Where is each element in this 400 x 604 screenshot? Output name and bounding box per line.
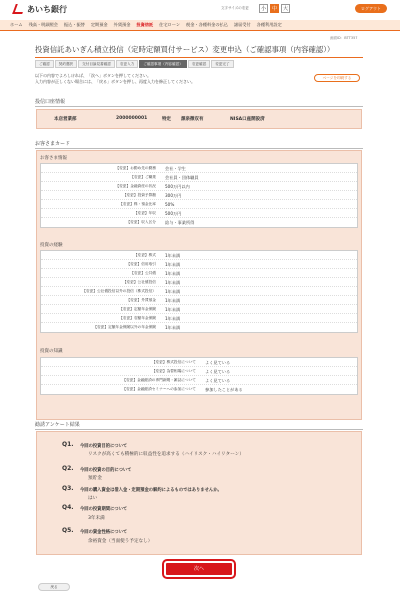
section-divider <box>35 429 363 430</box>
row-label: 【変更】ご職業 <box>130 175 156 179</box>
bank-logo[interactable] <box>14 4 67 15</box>
screen-id: 画面ID：BTT357 <box>330 36 358 40</box>
row-value: 1年未満 <box>165 325 181 330</box>
table-row <box>41 260 357 269</box>
row-label: 【変更】公社債投信 <box>122 280 156 284</box>
section-title-account: 投信口座情報 <box>35 99 66 105</box>
row-value: 1年未満 <box>165 280 181 285</box>
global-nav <box>0 20 400 31</box>
row-value: 1年未満 <box>165 307 181 312</box>
table-row <box>41 182 357 191</box>
table-row <box>41 287 357 296</box>
font-size-medium-button[interactable]: 中 <box>271 6 277 12</box>
row-value: 500万円以内 <box>165 184 190 189</box>
step-item: 契約選択 <box>55 60 77 68</box>
row-label: 【変更】投資予算額 <box>122 193 156 197</box>
nav-foreign-deposit[interactable]: 外貨預金 <box>113 22 131 27</box>
row-value: 300万円 <box>165 193 182 198</box>
table-row <box>41 218 357 227</box>
row-label: 【変更】為替相場について <box>151 369 196 373</box>
table-row <box>41 376 357 385</box>
survey-answer: はい <box>88 496 98 501</box>
table-row <box>41 209 357 218</box>
row-label: 【変更】定額年金保険以外の年金保険 <box>93 325 156 329</box>
step-item-current: ご確認事項（内容確認） <box>139 60 187 68</box>
row-label: 【変更】株式 <box>133 253 156 257</box>
section-divider <box>35 106 363 107</box>
row-label: 【変更】年収 <box>133 211 156 215</box>
knowledge-title: 投資の知識 <box>40 349 63 354</box>
font-size-large-button[interactable]: 大 <box>282 6 288 12</box>
font-size-label: 文字サイズの変更 <box>221 6 249 10</box>
logout-button[interactable]: ログアウト <box>355 4 387 13</box>
nav-balance[interactable]: 残高・明細照会 <box>28 22 58 27</box>
section-divider <box>35 148 363 149</box>
table-row <box>41 305 357 314</box>
row-value: 1年未満 <box>165 289 181 294</box>
table-row <box>41 164 357 173</box>
table-row <box>41 385 357 394</box>
row-value: 参加したことがある <box>205 387 243 392</box>
survey-question-number: Q3. <box>62 485 74 492</box>
nav-home[interactable]: ホーム <box>10 22 23 27</box>
table-row <box>41 358 357 367</box>
survey-question-number: Q1. <box>62 441 74 448</box>
table-row <box>41 173 357 182</box>
customer-info-title: お客さま情報 <box>40 156 67 161</box>
survey-question-number: Q2. <box>62 465 74 472</box>
survey-answer: リスクが高くても積極的に収益性を追求する（ハイリスク・ハイリターン） <box>88 452 244 457</box>
bank-logo-icon <box>12 4 26 14</box>
table-row <box>41 323 357 332</box>
row-label: 【変更】金融資産の状況 <box>115 184 156 188</box>
account-nisa: NISA口座開設済 <box>230 117 265 122</box>
next-button[interactable]: 次へ <box>164 561 234 577</box>
survey-answer: 預貯金 <box>88 476 102 481</box>
table-row <box>41 191 357 200</box>
print-page-button[interactable]: ページを印刷する <box>314 74 360 82</box>
row-label: 【変更】収入区分 <box>126 220 156 224</box>
survey-answer: 余裕資金（当面使う予定なし） <box>88 539 153 544</box>
font-size-small-button[interactable]: 小 <box>260 6 266 12</box>
row-value: よく見ている <box>205 378 231 383</box>
experience-table <box>40 250 358 333</box>
account-tax: 源泉徴収有 <box>181 117 204 122</box>
table-row <box>41 314 357 323</box>
step-item: 変更確認 <box>188 60 210 68</box>
survey-question-number: Q5. <box>62 527 74 534</box>
step-item: 変更入力 <box>116 60 138 68</box>
row-label: 【変更】金融経済の専門新聞・雑誌について <box>122 378 196 382</box>
experience-title: 投資の経験 <box>40 243 63 248</box>
row-value: 1年未満 <box>165 316 181 321</box>
nav-time-deposit[interactable]: 定期預金 <box>90 22 108 27</box>
table-row <box>41 269 357 278</box>
survey-question-number: Q4. <box>62 504 74 511</box>
row-value: 会社・学生 <box>165 166 186 171</box>
row-value: 給与・事業所得 <box>165 220 195 225</box>
header <box>0 0 400 20</box>
row-label: 【変更】定額年金保険 <box>119 307 156 311</box>
survey-question: 今回の投資目的について <box>80 444 128 449</box>
survey-question: 今回の購入資金は借入金・定期預金の解約によるものではありませんか。 <box>80 488 222 493</box>
page-title: 投資信託あいぎん積立投信（定時定額買付サービス）変更申込（ご確認事項（内容確認）） <box>35 45 335 54</box>
row-value: よく見ている <box>205 369 231 374</box>
account-number: 2000000001 <box>116 116 148 121</box>
row-value: 1年未満 <box>165 253 181 258</box>
table-row <box>41 278 357 287</box>
row-value: 1年未満 <box>165 298 181 303</box>
step-item: ご確認 <box>35 60 54 68</box>
row-label: 【変更】公共債 <box>130 271 156 275</box>
nav-mortgage[interactable]: 住宅ローン <box>159 22 181 27</box>
customer-info-table <box>40 163 358 228</box>
nav-notifications[interactable]: 諸届受付 <box>233 22 251 27</box>
row-label: 【変更】株・預金比率 <box>119 202 156 206</box>
row-label: 【変更】外貨預金 <box>126 298 156 302</box>
survey-box <box>36 431 362 555</box>
table-row <box>41 296 357 305</box>
bank-name: あいち銀行 <box>27 5 67 14</box>
instruction-text: 以下の内容でよろしければ、「次へ」ボタンを押してください。 <box>35 73 151 78</box>
table-row <box>41 367 357 376</box>
row-value: 1年未満 <box>165 262 181 267</box>
step-indicator <box>35 60 235 68</box>
title-divider <box>35 57 363 58</box>
step-item: 交付目論見書確認 <box>78 60 115 68</box>
row-value: 1年未満 <box>165 271 181 276</box>
section-title-customer-card: お客さまカード <box>35 141 71 147</box>
table-row <box>41 251 357 260</box>
knowledge-table <box>40 357 358 395</box>
nav-investment-trust[interactable]: 投資信託 <box>136 22 154 27</box>
survey-answer: 3年未満 <box>88 516 105 521</box>
account-type: 特定 <box>162 117 171 122</box>
nav-tax-payment[interactable]: 税金・各種料金の払込 <box>186 22 228 27</box>
row-value: 500万円 <box>165 211 182 216</box>
row-value: 50% <box>165 202 175 207</box>
nav-settings[interactable]: 各種利用設定 <box>256 22 282 27</box>
survey-question: 今回の投資期間について <box>80 507 128 512</box>
instruction-text: 入力内容が正しくない場合には、「戻る」ボタンを押し、再度入力を修正してください。 <box>35 79 195 84</box>
row-value: よく見ている <box>205 360 231 365</box>
row-label: 【変更】金融経済セミナーへの参加について <box>122 387 196 391</box>
survey-question: 今回の資金性格について <box>80 530 128 535</box>
row-label: 【変更】変額年金保険 <box>119 316 156 320</box>
back-button[interactable]: 戻る <box>38 583 70 591</box>
nav-transfer[interactable]: 振込・振替 <box>63 22 85 27</box>
account-branch: 本店営業部 <box>54 117 77 122</box>
section-title-survey: 勧誘アンケート結果 <box>35 422 80 428</box>
row-value: 会社員・団体職員 <box>165 175 199 180</box>
row-label: 【変更】株式投信について <box>151 360 196 364</box>
row-label: 【変更】信用取引 <box>126 262 156 266</box>
row-label: 【変更】お勤め先の勤務 <box>115 166 156 170</box>
survey-question: 今回の投資の目的について <box>80 468 132 473</box>
row-label: 【変更】公社債投信以外の投信（株式投信） <box>82 289 156 293</box>
step-item: 変更完了 <box>211 60 233 68</box>
table-row <box>41 200 357 209</box>
